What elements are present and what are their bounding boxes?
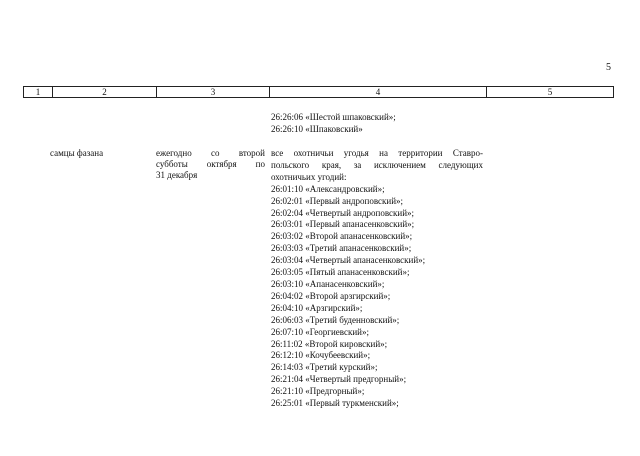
header-col-1: 1 (24, 87, 53, 97)
period-word: ежегодно (156, 148, 192, 158)
period-line (156, 148, 265, 159)
header-col-5: 5 (547, 87, 553, 97)
table-header-row (23, 86, 614, 98)
list-item: 26:03:02 «Второй апанасенковский»; (271, 231, 413, 242)
intro-word: за (353, 159, 362, 170)
list-item: 26:03:10 «Апанасенковский»; (271, 278, 385, 289)
period-word: по (255, 159, 265, 169)
intro-word: все (271, 148, 284, 158)
list-item: 26:25:01 «Первый туркменский»; (271, 398, 399, 409)
header-col-4: 4 (270, 87, 487, 97)
period-word: октября (206, 159, 237, 169)
list-item: 26:03:05 «Пятый апанасенковский»; (271, 267, 410, 278)
intro-word: территории (398, 148, 443, 158)
continued-territory-list (271, 111, 486, 135)
list-item: 26:02:04 «Четвертый андроповский»; (271, 207, 415, 218)
period-line (156, 159, 265, 170)
list-item: 26:04:02 «Второй арзгирский»; (271, 290, 391, 301)
header-col-2: 2 (53, 87, 157, 97)
territory-intro-line: охотничьих угодий: (271, 171, 347, 182)
list-item: 26:04:10 «Арзгирский»; (271, 302, 363, 313)
list-item: 26:26:06 «Шестой шпаковский»; (271, 112, 396, 122)
period-word: второй (238, 148, 265, 158)
intro-word: Ставро- (452, 148, 483, 158)
period-word: со (211, 148, 220, 158)
intro-word: следующих (438, 159, 483, 170)
list-item: 26:03:03 «Третий апанасенковский»; (271, 243, 412, 254)
territory-intro-line (271, 148, 483, 160)
list-item: 26:07:10 «Георгиевский»; (271, 326, 369, 337)
list-item: 26:03:01 «Первый апанасенковский»; (271, 219, 415, 230)
list-item: 26:02:01 «Первый андроповский»; (271, 195, 404, 206)
territory-intro-line (271, 160, 483, 172)
list-item: 26:21:04 «Четвертый предгорный»; (271, 374, 407, 385)
header-col-3: 3 (157, 87, 270, 97)
list-item: 26:01:10 «Александровский»; (271, 183, 385, 194)
territory-exclusion-list (271, 184, 483, 410)
list-item: 26:03:04 «Четвертый апанасенковский»; (271, 255, 426, 266)
intro-word: исключением (373, 159, 426, 170)
intro-word: угодья (343, 148, 369, 158)
list-item: 26:26:10 «Шпаковский» (271, 124, 363, 134)
hunting-period (156, 148, 265, 181)
list-item: 26:12:10 «Кочубеевский»; (271, 350, 371, 361)
territory-description (271, 148, 483, 410)
intro-word: на (379, 148, 388, 158)
list-item: 26:06:03 «Третий буденновский»; (271, 314, 400, 325)
page-number: 5 (606, 62, 611, 73)
species-name: самцы фазана (50, 148, 104, 158)
list-item: 26:11:02 «Второй кировский»; (271, 338, 388, 349)
list-item: 26:21:10 «Предгорный»; (271, 386, 365, 397)
period-line: 31 декабря (156, 170, 198, 180)
period-word: субботы (156, 159, 188, 169)
intro-word: польского (271, 159, 310, 170)
intro-word: охотничьи (293, 148, 334, 158)
intro-word: края, (321, 159, 342, 170)
list-item: 26:14:03 «Третий курский»; (271, 362, 378, 373)
